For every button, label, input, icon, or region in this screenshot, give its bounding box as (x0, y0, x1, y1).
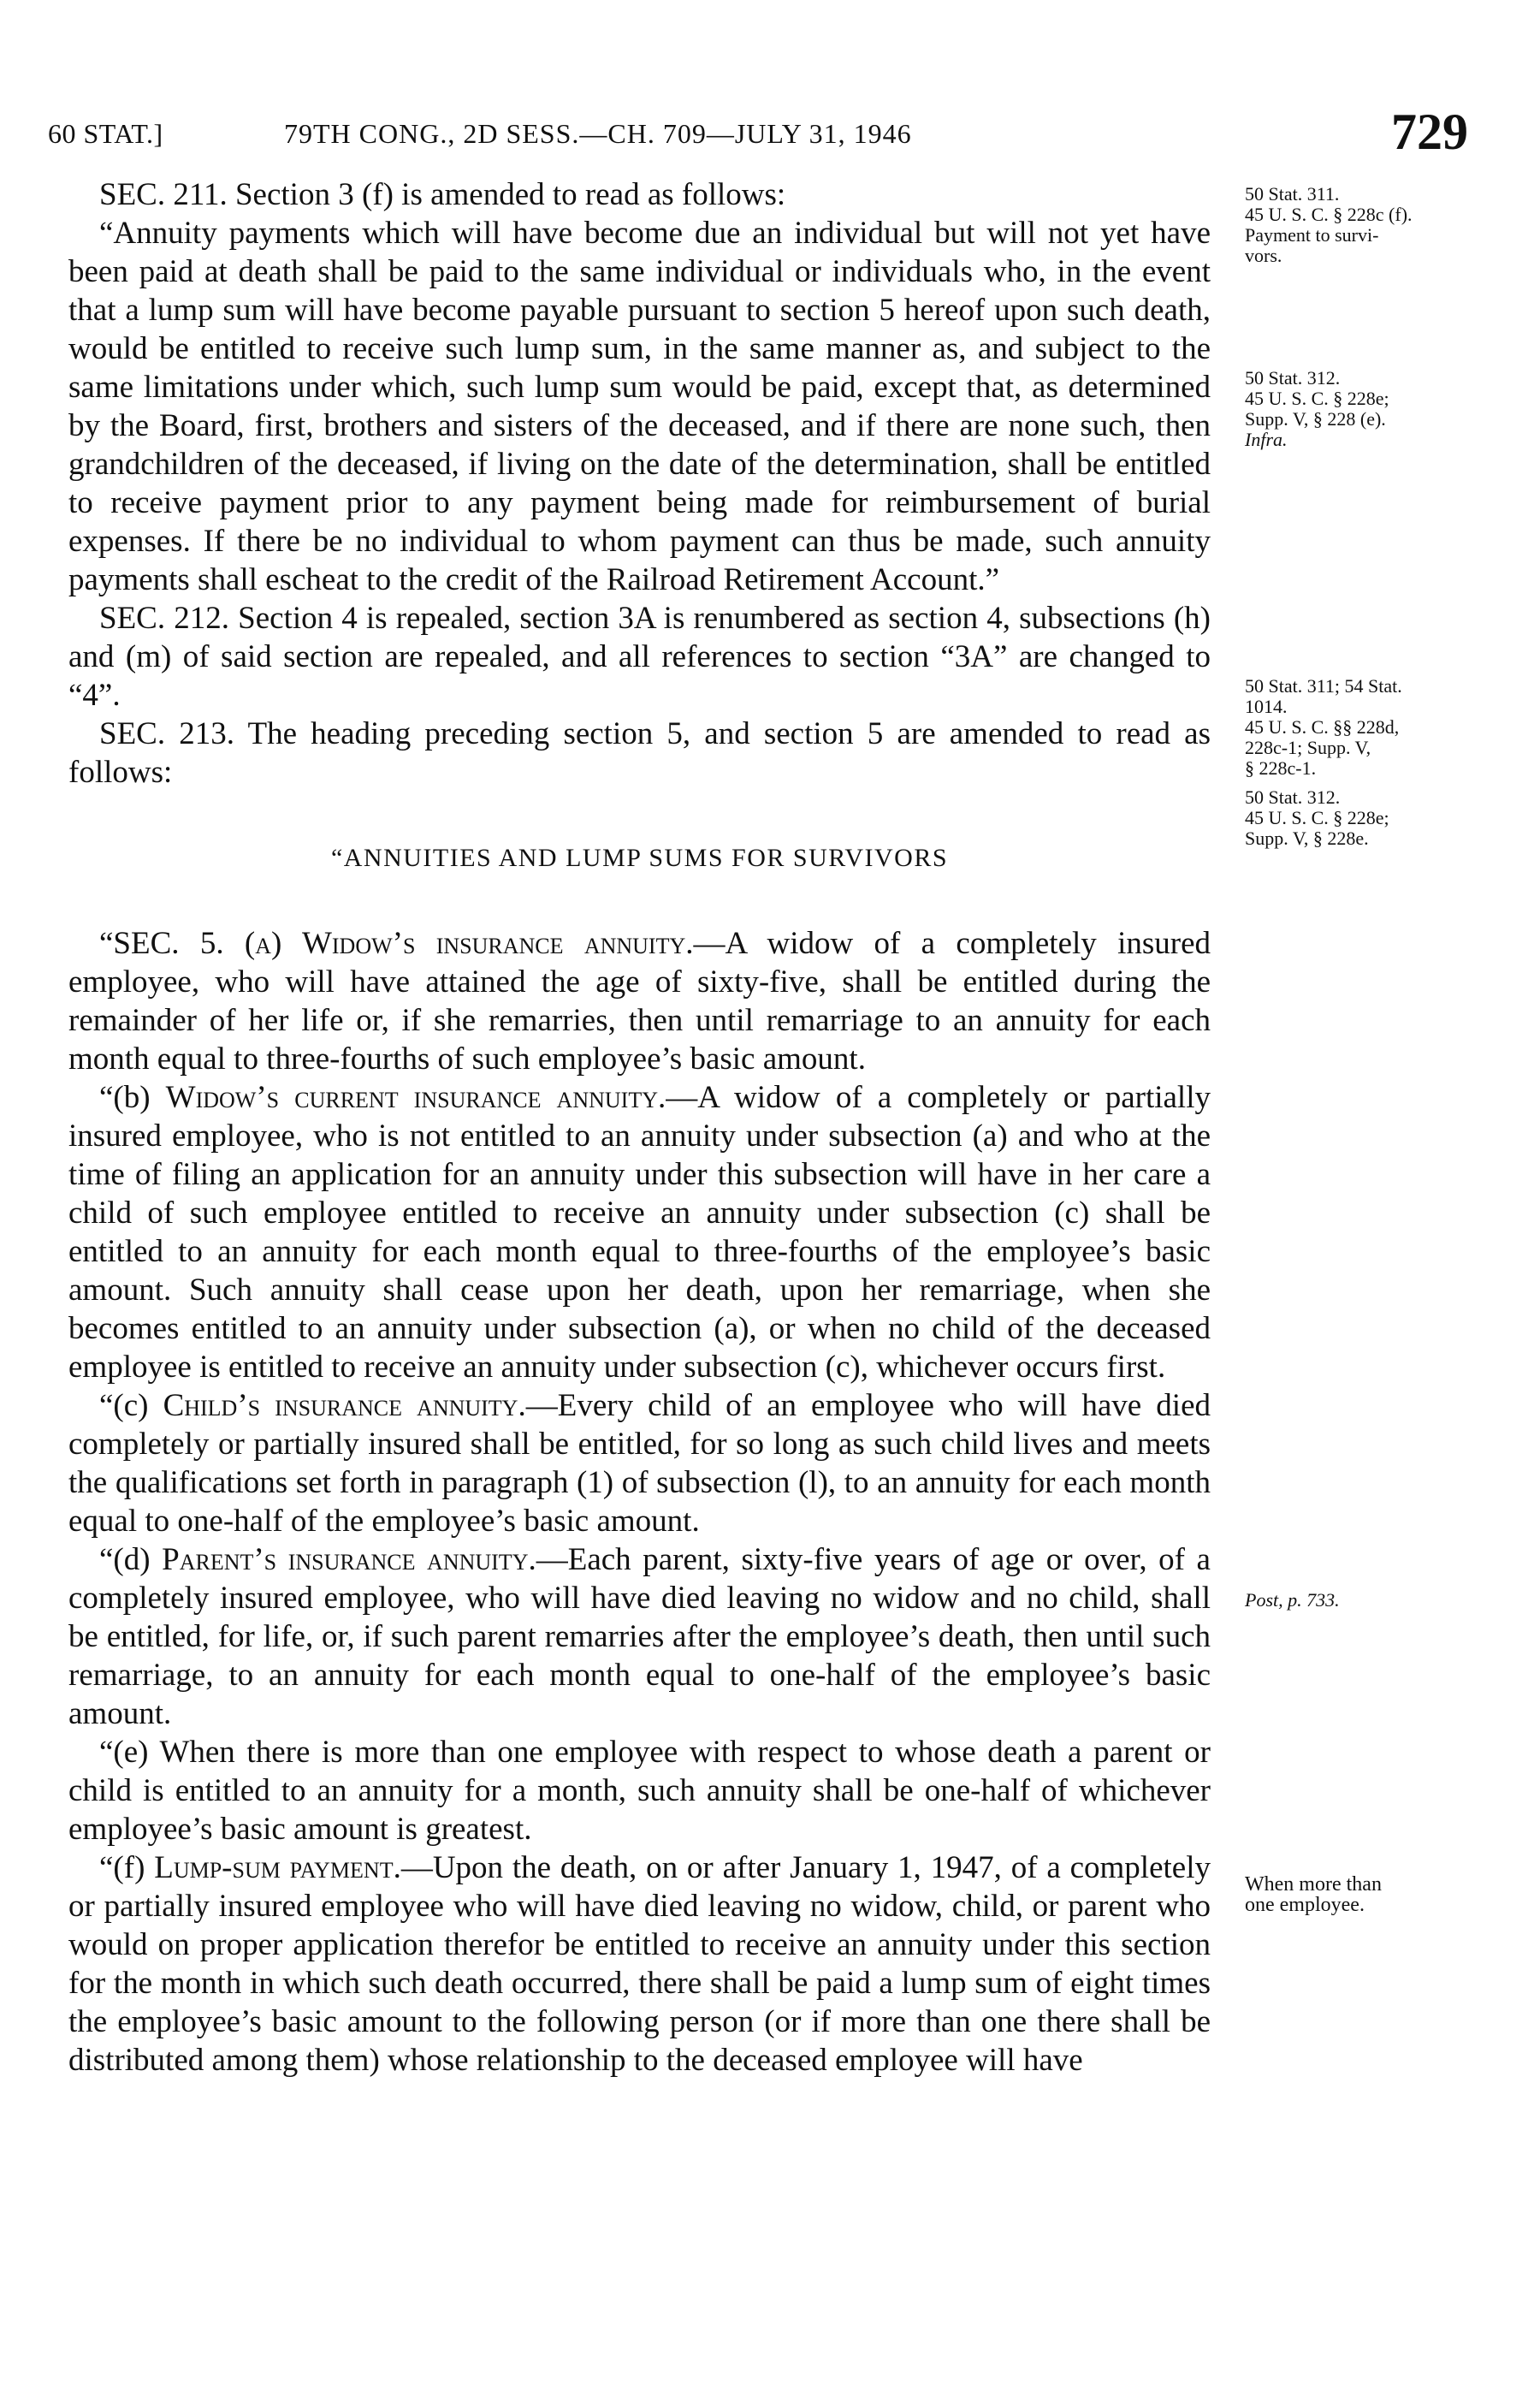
subsection-a: “SEC. 5. (a) Widow’s insurance annuity.—A widow of a completely insured employee, who will have attained the age of sixty-five, shall be entitled during the remainder of her life or, if she remarries, then until remarriage to an annuity for each month equal to three-fourths of such employee’s basic amount. (68, 926, 1211, 1077)
margin-note-sec211: 50 Stat. 311. 45 U. S. C. § 228c (f). Payment to survi- vors. (1245, 183, 1413, 266)
subsection-d: “(d) Parent’s insurance annuity.—Each parent, sixty-five years of age or over, of a completely insured employee, who will have died leaving no widow and no child, shall be entitled, for life, or, if such parent remarries after the employee’s death, then until such remarriage, to an annuity for each month equal to one-half of the employee’s basic amount. (68, 1542, 1211, 1731)
subsection-b: “(b) Widow’s current insurance annuity.—A widow of a completely or partially insured employee, who is not entitled to an annuity under subsection (a) and who at the time of filing an application for an annuity under this subsection will have in her care a child of such employee entitled to receive an annuity under subsection (c) shall be entitled to an annuity for each month equal to three-fourths of the employee’s basic amount. Such annuity shall cease upon her death, upon her remarriage, when she becomes entitled to an annuity under subsection (a), or when no child of the deceased employee is entitled to receive an annuity under subsection (c), whichever occurs first. (68, 1080, 1211, 1385)
subsection-c: “(c) Child’s insurance annuity.—Every child of an employee who will have died completely or partially insured shall be entitled, for so long as such child lives and meets the qualifications set forth in paragraph (1) of subsection (l), to an annuity for each month equal to one-half of the employee’s basic amount. (68, 1388, 1211, 1539)
section-heading: “ANNUITIES AND LUMP SUMS FOR SURVIVORS (330, 844, 949, 872)
sec-211: SEC. 211. Section 3 (f) is amended to read as follows: (99, 177, 786, 212)
statute-volume: 60 STAT.] (48, 118, 163, 149)
page-number: 729 (1391, 104, 1468, 160)
sec-211-text: “Annuity payments which will have become due an individual but will not yet have been paid at death shall be paid to the same individual or individuals who, in the event that a lump sum will have become payable pursuant to section 5 hereof upon such death, would be entitled to receive such lump sum, in the same manner as, and subject to the same limitations under which, such lump sum would be paid, except that, as determined by the Board, first, brothers and sisters of the deceased, and if there are none such, then grandchildren of the deceased, if living on the date of the determination, shall be entitled to receive payment prior to any payment being made for reimbursement of burial expenses. If there be no individual to whom payment can thus be made, such annuity payments shall escheat to the credit of the Railroad Retirement Account.” (68, 216, 1211, 597)
sec-213: SEC. 213. The heading preceding section 5, and section 5 are amended to read as follows: (68, 716, 1211, 790)
running-header (48, 103, 1468, 163)
margin-note-sec213: 50 Stat. 312. 45 U. S. C. § 228e; Supp. V, § 228e. (1245, 786, 1389, 849)
session-chapter-date: 79TH CONG., 2D SESS.—CH. 709—JULY 31, 1946 (284, 118, 912, 149)
subsection-f: “(f) Lump-sum payment.—Upon the death, on or after January 1, 1947, of a completely or partially insured employee who will have died leaving no widow, child, or parent who would on proper application therefor be entitled to receive an annuity under this section for the month in which such death occurred, there shall be paid a lump sum of eight times the employee’s basic amount to the following person (or if more than one there shall be distributed among them) whose relationship to the deceased employee will have (68, 1850, 1211, 2078)
margin-note-post: Post, p. 733. (1245, 1589, 1340, 1611)
sec-212: SEC. 212. Section 4 is repealed, section 3A is renumbered as section 4, subsections (h) and (m) of said section are repealed, and all references to section “3A” are changed to “4”. (68, 601, 1211, 713)
margin-note-sec212: 50 Stat. 311; 54 Stat. 1014. 45 U. S. C. §§ 228d, 228c-1; Supp. V, § 228c-1. (1245, 675, 1402, 779)
margin-note-section5: 50 Stat. 312. 45 U. S. C. § 228e; Supp. V, § 228 (e). Infra. (1245, 367, 1389, 450)
margin-note-more-than-one: When more than one employee. (1245, 1873, 1382, 1916)
main-text (68, 175, 1211, 2080)
subsection-e: “(e) When there is more than one employee with respect to whose death a parent or child is entitled to an annuity for a month, such annuity shall be one-half of whichever employee’s basic amount is greatest. (68, 1735, 1211, 1847)
